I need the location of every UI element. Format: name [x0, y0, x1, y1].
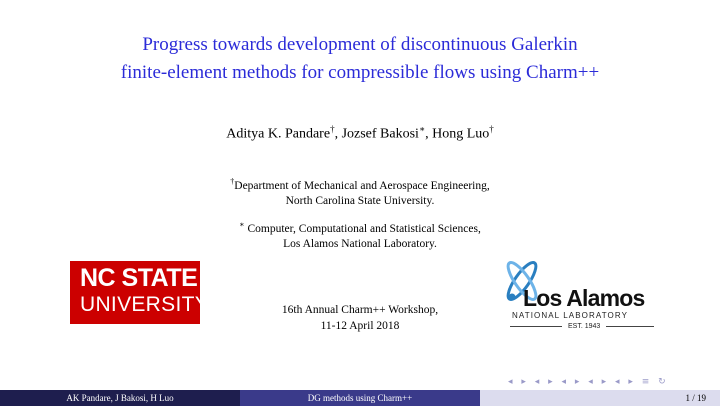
lanl-logo-rule — [606, 326, 654, 327]
author-pandare: Aditya K. Pandare — [226, 126, 331, 142]
affiliation-mark: ∗ — [239, 220, 245, 229]
lanl-logo-name: Los Alamos — [523, 285, 645, 311]
author-luo: , Hong Luo — [425, 126, 490, 142]
affiliation-ncsu-dept: Department of Mechanical and Aerospace Engineering, — [234, 179, 490, 192]
event-name: 16th Annual Charm++ Workshop, — [281, 304, 439, 316]
ncsu-logo-line-2: UNIVERSITY — [80, 293, 210, 316]
author-bakosi: , Jozsef Bakosi — [334, 126, 419, 142]
slide-title-line-1: Progress towards development of discontinuous Galerkin — [142, 34, 578, 55]
affiliation-lanl-lab: Los Alamos National Laboratory. — [283, 237, 437, 250]
lanl-logo-est: EST. 1943 — [568, 323, 601, 330]
author-list — [0, 124, 720, 143]
affiliation-mark: † — [230, 177, 235, 186]
ncsu-logo-line-1: NC STATE — [80, 264, 198, 292]
affiliation-lanl — [0, 217, 720, 252]
lanl-logo-subtitle: NATIONAL LABORATORY — [512, 311, 629, 320]
slide-title-line-2: finite-element methods for compressible flows using Charm++ — [120, 62, 600, 83]
affiliation-ncsu — [0, 174, 720, 209]
affiliation-mark: † — [330, 124, 335, 134]
footer-authors: AK Pandare, J Bakosi, H Luo — [0, 390, 240, 406]
event-date: 11-12 April 2018 — [320, 320, 400, 332]
footer-page-number: 1 / 19 — [685, 393, 706, 403]
lanl-logo — [498, 255, 658, 335]
affiliation-ncsu-univ: North Carolina State University. — [285, 194, 435, 207]
affiliation-mark: ∗ — [418, 124, 426, 134]
affiliation-lanl-division: Computer, Computational and Statistical Sciences, — [244, 222, 481, 235]
lanl-logo-rule — [510, 326, 562, 327]
beamer-navigation-icons[interactable]: ◂ ▸ ◂ ▸ ◂ ▸ ◂ ▸ ◂ ▸ ≡ ↻ — [508, 377, 669, 387]
footer-short-title: DG methods using Charm++ — [240, 390, 480, 406]
footer-bar — [0, 390, 720, 406]
footer-page-cell — [480, 390, 720, 406]
affiliation-mark: † — [489, 124, 494, 134]
